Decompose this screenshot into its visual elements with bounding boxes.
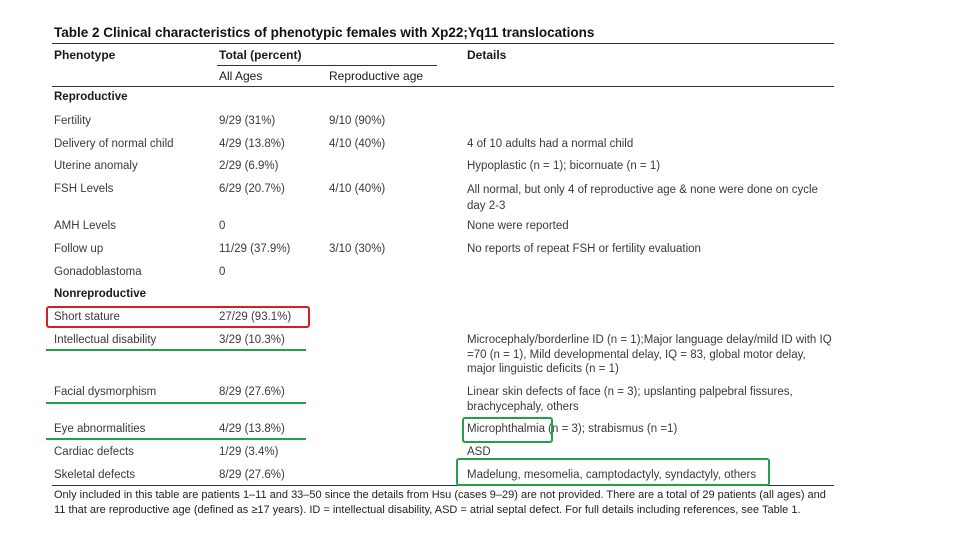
phenotype-cell: Follow up: [54, 243, 104, 255]
all-ages-cell: 11/29 (37.9%): [219, 243, 291, 255]
section-nonreproductive: Nonreproductive: [54, 288, 147, 300]
phenotype-cell: Skeletal defects: [54, 469, 136, 481]
all-ages-cell: 8/29 (27.6%): [219, 469, 285, 481]
details-cell: Microphthalmia (n = 3); strabismus (n =1): [467, 423, 678, 435]
header-bottom-rule: [52, 86, 834, 87]
details-cell: Linear skin defects of face (n = 3); upslanting palpebral fissures, brachycephaly, others: [467, 386, 793, 413]
reproductive-age-cell: 9/10 (90%): [329, 115, 386, 127]
all-ages-cell: 4/29 (13.8%): [219, 138, 285, 150]
facial-dysmorphism-underline: [46, 402, 306, 404]
reproductive-age-cell: 4/10 (40%): [329, 183, 386, 195]
all-ages-cell: 0: [219, 266, 226, 278]
phenotype-cell: Facial dysmorphism: [54, 386, 157, 398]
details-cell: Madelung, mesomelia, camptodactyly, syndactyly, others: [467, 469, 757, 481]
section-reproductive: Reproductive: [54, 91, 128, 103]
header-all-ages: All Ages: [219, 69, 263, 83]
reproductive-age-cell: 3/10 (30%): [329, 243, 386, 255]
details-cell: All normal, but only 4 of reproductive age & none were done on cycle day 2-3: [467, 184, 818, 212]
details-cell: 4 of 10 adults had a normal child: [467, 138, 634, 150]
phenotype-cell: Gonadoblastoma: [54, 266, 142, 278]
header-reproductive-age: Reproductive age: [329, 69, 424, 83]
details-cell: ASD: [467, 446, 491, 458]
all-ages-cell: 1/29 (3.4%): [219, 446, 279, 458]
phenotype-cell: FSH Levels: [54, 183, 114, 195]
all-ages-cell: 6/29 (20.7%): [219, 183, 285, 195]
details-cell: No reports of repeat FSH or fertility evaluation: [467, 243, 701, 255]
reproductive-age-cell: 4/10 (40%): [329, 138, 386, 150]
all-ages-cell: 9/29 (31%): [219, 115, 276, 127]
intellectual-disability-underline: [46, 349, 306, 351]
phenotype-cell: Fertility: [54, 115, 92, 127]
header-details: Details: [467, 48, 507, 62]
phenotype-cell: AMH Levels: [54, 220, 116, 232]
phenotype-cell: Cardiac defects: [54, 446, 134, 458]
all-ages-cell: 2/29 (6.9%): [219, 160, 279, 172]
phenotype-cell: Short stature: [54, 311, 120, 323]
microphthalmia-highlight-box: [462, 417, 553, 443]
eye-abnormalities-underline: [46, 438, 306, 440]
phenotype-cell: Intellectual disability: [54, 334, 157, 346]
skeletal-defects-highlight-box: [456, 458, 770, 486]
phenotype-cell: Delivery of normal child: [54, 138, 174, 150]
table-footnote: Only included in this table are patients 1–11 and 33–50 since the details from Hsu (cases 9–29) are not provided. There are a total of 29 patients (all ages) and 11 that are reproductive age (defined as ≥17 years). ID = intellectual disability, ASD = atrial septal defect. For full details including references, see Table 1.: [54, 489, 826, 516]
details-cell: Microcephaly/borderline ID (n = 1);Major language delay/mild ID with IQ =70 (n = 1), Mild developmental delay, IQ = 83, global motor delay, major linguistic deficits (n = 1): [467, 334, 832, 376]
top-rule: [52, 43, 834, 44]
total-subheader-rule: [217, 65, 437, 66]
header-total: Total (percent): [219, 48, 302, 62]
all-ages-cell: 4/29 (13.8%): [219, 423, 285, 435]
all-ages-cell: 27/29 (93.1%): [219, 311, 292, 323]
header-phenotype: Phenotype: [54, 48, 116, 62]
all-ages-cell: 0: [219, 220, 226, 232]
details-cell: None were reported: [467, 220, 569, 232]
phenotype-cell: Uterine anomaly: [54, 160, 138, 172]
all-ages-cell: 8/29 (27.6%): [219, 386, 285, 398]
phenotype-cell: Eye abnormalities: [54, 423, 146, 435]
details-cell: Hypoplastic (n = 1); bicornuate (n = 1): [467, 160, 661, 172]
short-stature-highlight-box: [46, 306, 310, 328]
table-title: Table 2 Clinical characteristics of phenotypic females with Xp22;Yq11 translocations: [54, 25, 595, 40]
all-ages-cell: 3/29 (10.3%): [219, 334, 285, 346]
